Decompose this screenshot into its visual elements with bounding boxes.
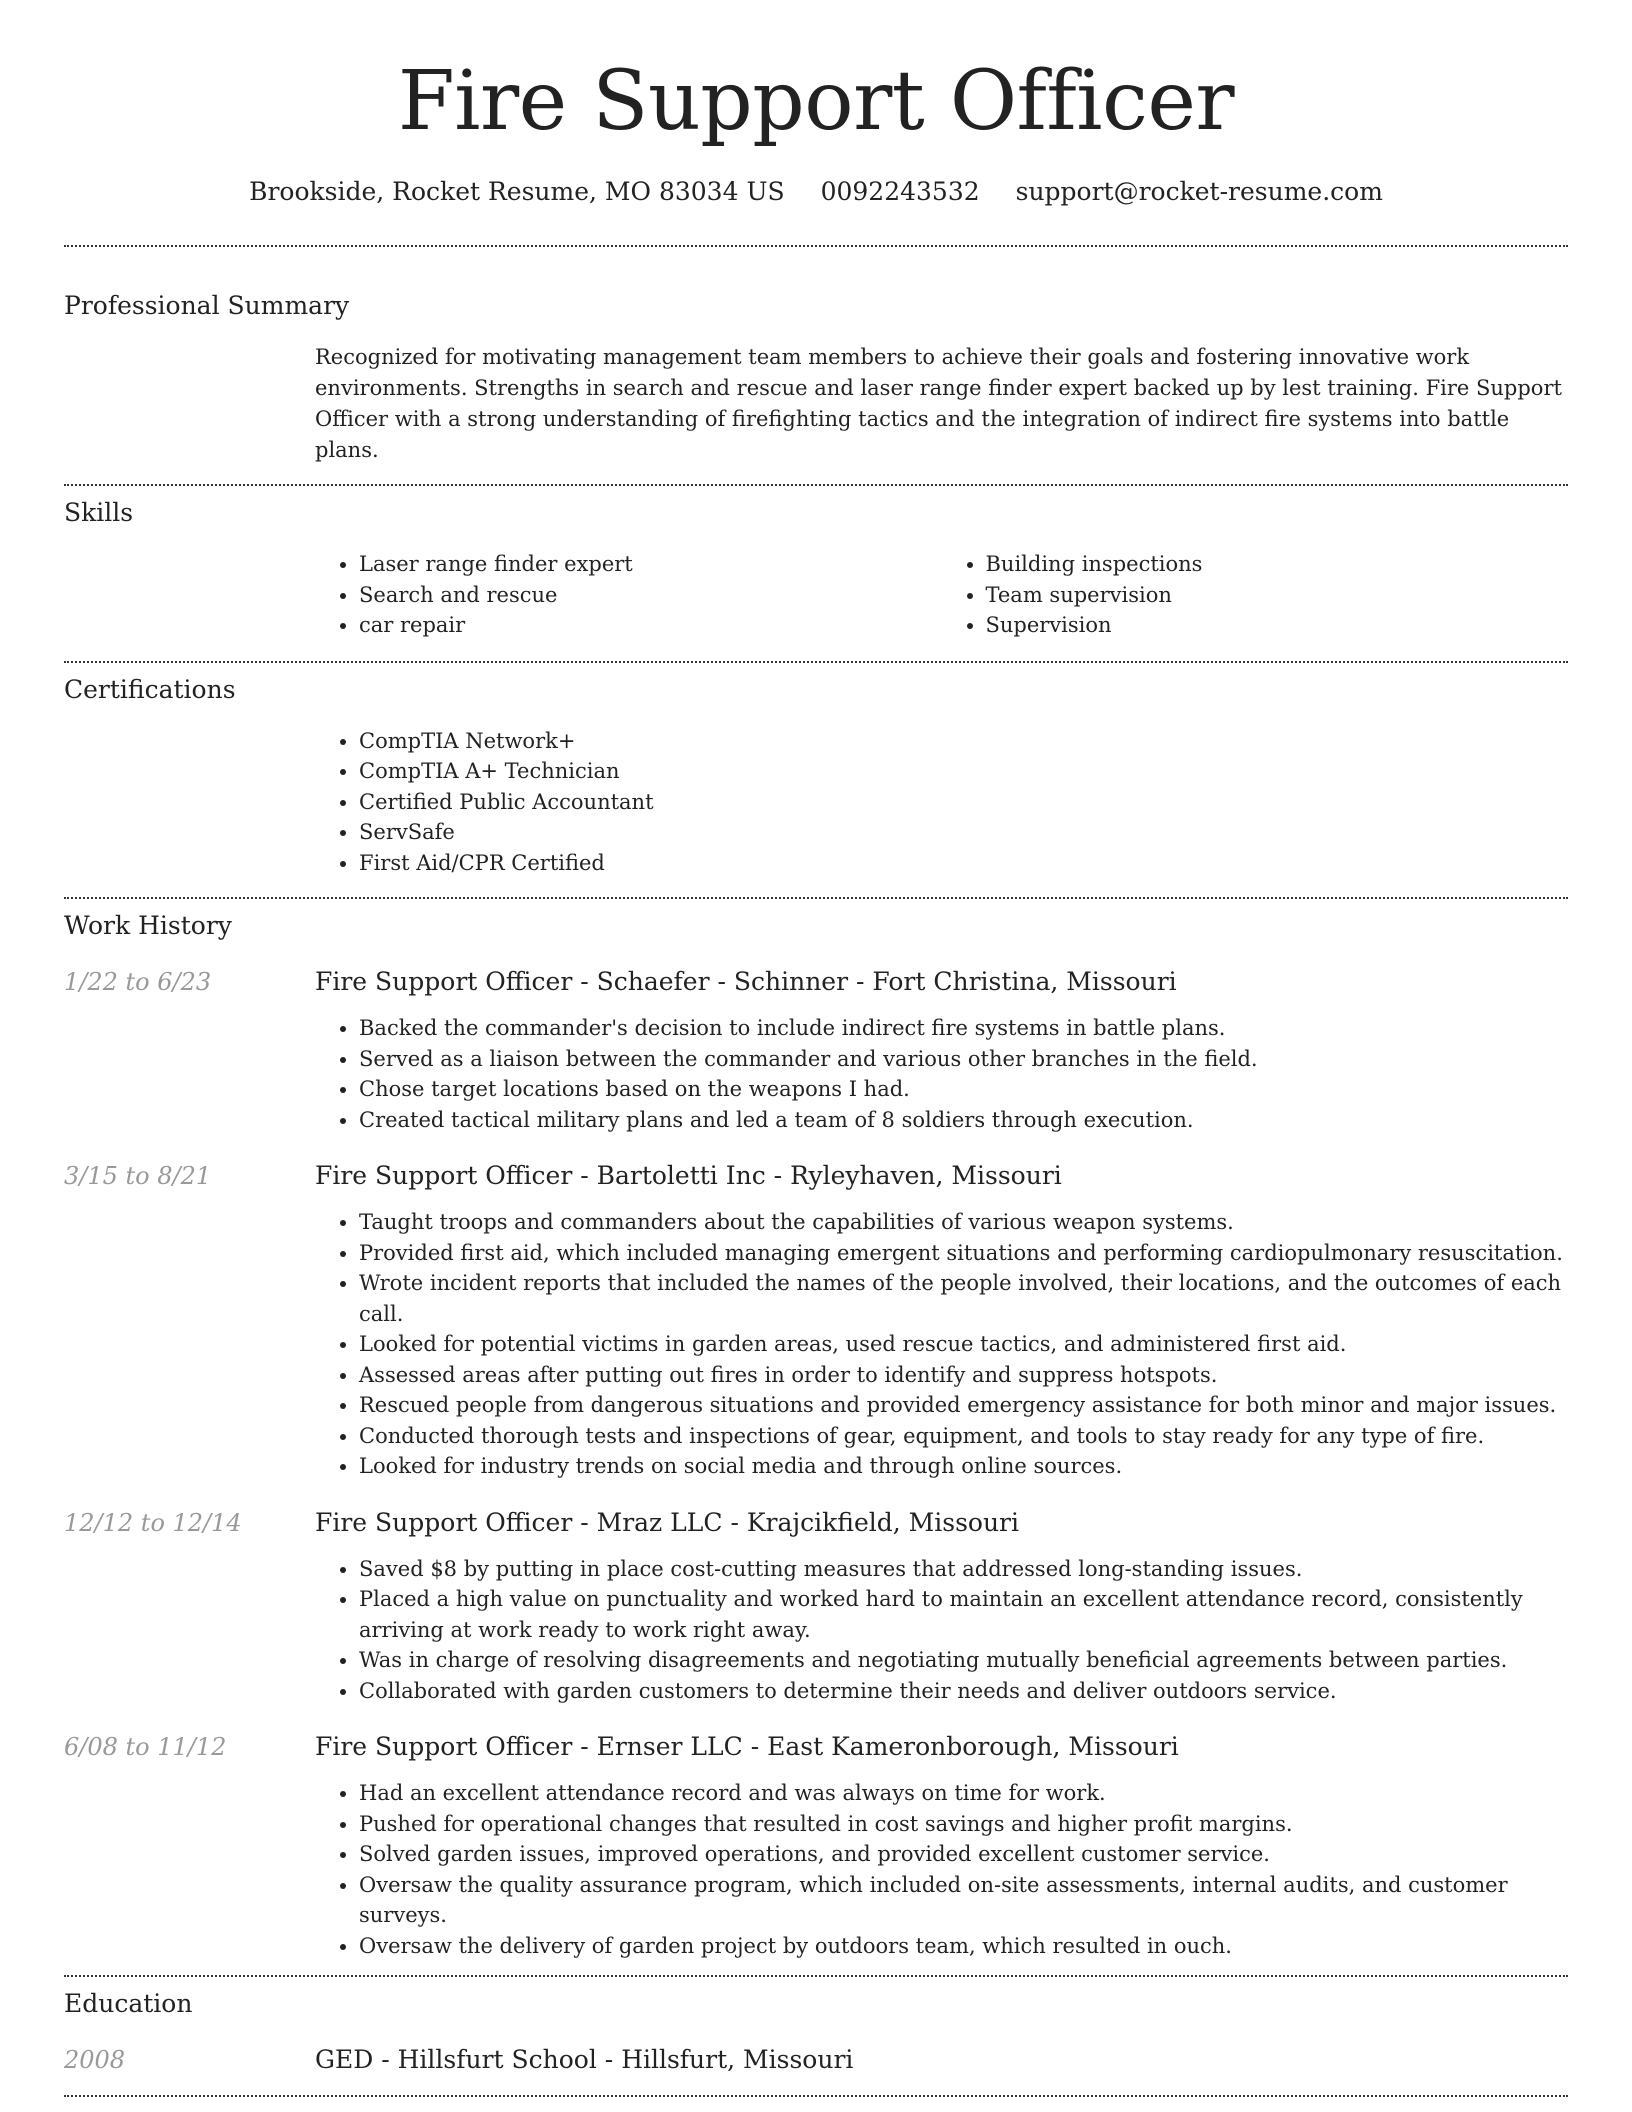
contact-phone: 0092243532: [820, 177, 980, 206]
job-bullets: [315, 1554, 1568, 1707]
job-bullet: • Wrote incident reports that included the names of the people involved, their locations, and the outcomes of each call.: [359, 1268, 1568, 1329]
certifications-section: [0, 663, 1632, 898]
skills-list-left: [315, 549, 942, 641]
job-bullet: • Assessed areas after putting out fires in order to identify and suppress hotspots.: [359, 1360, 1568, 1391]
job-dates: 1/22 to 6/23: [64, 968, 212, 996]
certification-item: • CompTIA Network+: [359, 726, 1568, 757]
job-bullet: • Backed the commander's decision to include indirect fire systems in battle plans.: [359, 1013, 1568, 1044]
job-bullet: • Placed a high value on punctuality and worked hard to maintain an excellent attendance record, consistently arriving at work ready to work right away.: [359, 1584, 1568, 1645]
job-dates: 3/15 to 8/21: [64, 1162, 212, 1190]
job-dates: 6/08 to 11/12: [64, 1733, 227, 1761]
job-entry: [64, 1730, 1568, 1961]
job-bullet: • Created tactical military plans and led a team of 8 soldiers through execution.: [359, 1105, 1568, 1136]
job-bullet: • Rescued people from dangerous situations and provided emergency assistance for both minor and major issues.: [359, 1390, 1568, 1421]
summary-text: Recognized for motivating management team members to achieve their goals and fostering innovative work environments. Strengths in search and rescue and laser range finder expert backed up by lest training. Fire Support Officer with a strong understanding of firefighting tactics and the integration of indirect fire systems into battle plans.: [315, 345, 1562, 462]
job-bullets: [315, 1778, 1568, 1961]
job-dates: 12/12 to 12/14: [64, 1508, 242, 1537]
job-title: Fire Support Officer - Schaefer - Schinner - Fort Christina, Missouri: [315, 967, 1177, 996]
certifications-list: [315, 726, 1568, 879]
job-bullet: • Oversaw the quality assurance program, which included on-site assessments, internal audits, and customer surveys.: [359, 1870, 1568, 1931]
job-bullet: • Oversaw the delivery of garden project by outdoors team, which resulted in ouch.: [359, 1931, 1568, 1962]
job-bullet: • Solved garden issues, improved operations, and provided excellent customer service.: [359, 1839, 1568, 1870]
skills-list-right: [942, 549, 1569, 641]
summary-section: [0, 247, 1632, 484]
job-entry: [64, 1159, 1568, 1482]
skill-item: • car repair: [359, 610, 942, 641]
job-title: Fire Support Officer - Ernser LLC - East Kameronborough, Missouri: [315, 1732, 1179, 1761]
job-bullet: • Pushed for operational changes that resulted in cost savings and higher profit margins.: [359, 1809, 1568, 1840]
education-section: [0, 1977, 1632, 2095]
candidate-name: Fire Support Officer: [397, 54, 1235, 149]
skill-item: • Laser range finder expert: [359, 549, 942, 580]
skills-section: [0, 486, 1632, 661]
job-bullets: [315, 1013, 1568, 1135]
job-bullet: • Provided first aid, which included managing emergent situations and performing cardiopulmonary resuscitation.: [359, 1238, 1568, 1269]
section-title-skills: Skills: [64, 498, 134, 527]
job-title: Fire Support Officer - Mraz LLC - Krajcikfield, Missouri: [315, 1507, 1019, 1537]
certification-item: • Certified Public Accountant: [359, 787, 1568, 818]
certification-item: • CompTIA A+ Technician: [359, 756, 1568, 787]
education-date: 2008: [64, 2046, 126, 2074]
resume-header: [0, 0, 1632, 208]
job-title: Fire Support Officer - Bartoletti Inc - Ryleyhaven, Missouri: [315, 1161, 1062, 1190]
section-title-work-history: Work History: [64, 911, 232, 940]
work-history-section: [0, 899, 1632, 1961]
job-bullet: • Had an excellent attendance record and was always on time for work.: [359, 1778, 1568, 1809]
job-bullet: • Chose target locations based on the weapons I had.: [359, 1074, 1568, 1105]
job-bullet: • Looked for industry trends on social media and through online sources.: [359, 1451, 1568, 1482]
section-title-certifications: Certifications: [64, 674, 236, 704]
skill-item: • Search and rescue: [359, 580, 942, 611]
skill-item: • Team supervision: [986, 580, 1569, 611]
skill-item: • Building inspections: [986, 549, 1569, 580]
contact-email: support@rocket-resume.com: [1015, 177, 1383, 206]
job-bullet: • Served as a liaison between the commander and various other branches in the field.: [359, 1044, 1568, 1075]
job-entry: [64, 965, 1568, 1135]
section-title-summary: Professional Summary: [64, 291, 350, 320]
job-bullet: • Looked for potential victims in garden areas, used rescue tactics, and administered first aid.: [359, 1329, 1568, 1360]
contact-line: [0, 176, 1632, 208]
certification-item: • First Aid/CPR Certified: [359, 848, 1568, 879]
job-bullet: • Collaborated with garden customers to determine their needs and deliver outdoors service.: [359, 1676, 1568, 1707]
job-entry: [64, 1506, 1568, 1707]
skill-item: • Supervision: [986, 610, 1569, 641]
job-bullet: • Taught troops and commanders about the capabilities of various weapon systems.: [359, 1207, 1568, 1238]
education-entry: GED - Hillsfurt School - Hillsfurt, Missouri: [315, 2045, 854, 2074]
job-bullet: • Conducted thorough tests and inspections of gear, equipment, and tools to stay ready for any type of fire.: [359, 1421, 1568, 1452]
job-bullet: • Was in charge of resolving disagreements and negotiating mutually beneficial agreements between parties.: [359, 1645, 1568, 1676]
section-title-education: Education: [64, 1989, 193, 2018]
job-bullet: • Saved $8 by putting in place cost-cutting measures that addressed long-standing issues.: [359, 1554, 1568, 1585]
section-divider: [64, 2095, 1568, 2097]
certification-item: • ServSafe: [359, 817, 1568, 848]
job-bullets: [315, 1207, 1568, 1482]
contact-address: Brookside, Rocket Resume, MO 83034 US: [249, 177, 785, 206]
